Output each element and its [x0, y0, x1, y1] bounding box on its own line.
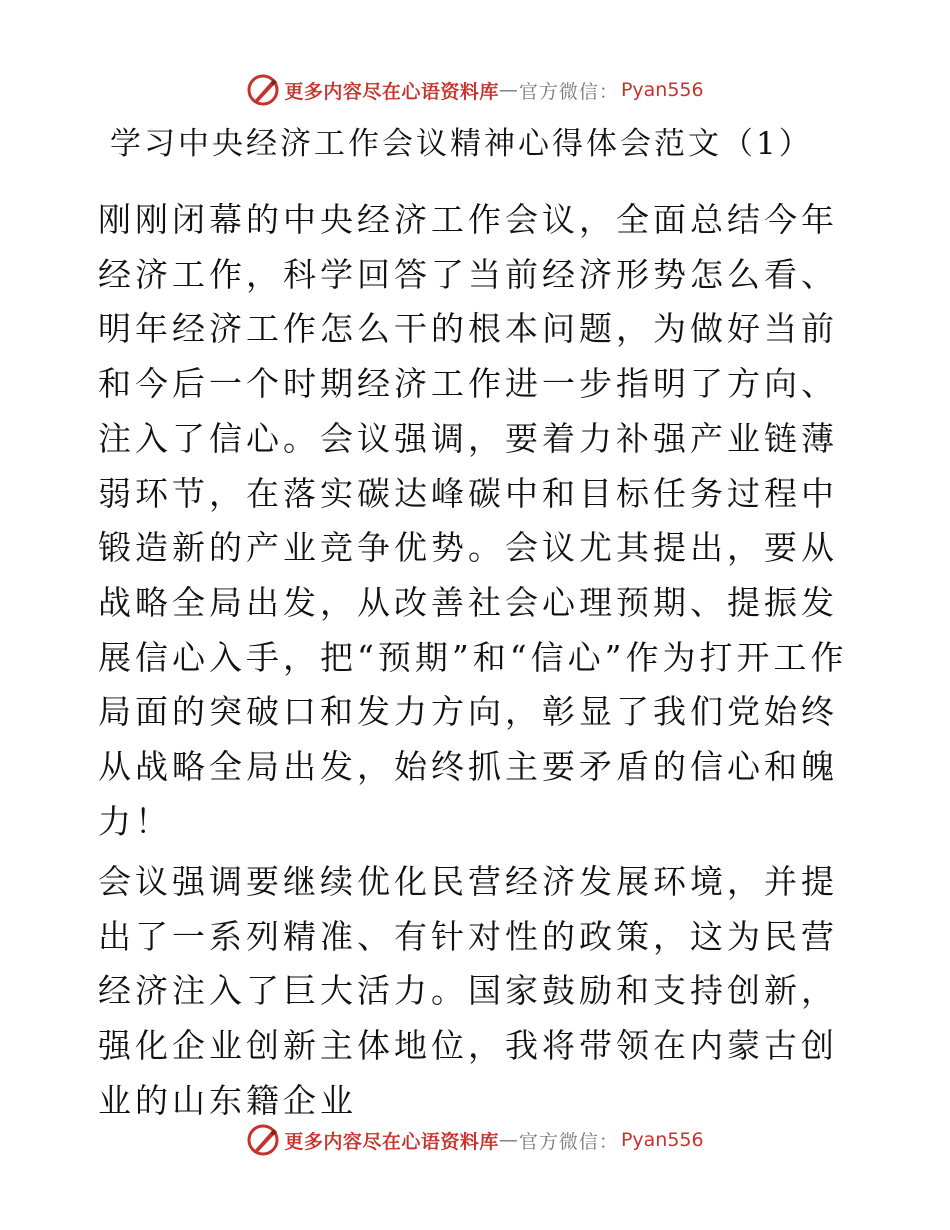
watermark-brand: 更多内容尽在心语资料库	[284, 80, 499, 103]
watermark-wechat-id: Pyan556	[620, 1129, 704, 1151]
watermark-brand: 更多内容尽在心语资料库	[284, 1130, 499, 1153]
document-title: 学习中央经济工作会议精神心得体会范文（1）	[110, 126, 813, 162]
footer-watermark	[0, 1120, 950, 1160]
watermark-separator: —	[498, 1129, 519, 1151]
pen-logo-icon	[246, 73, 280, 107]
paragraph-2: 会议强调要继续优化民营经济发展环境，并提出了一系列精准、有针对性的政策，这为民营经济注入了巨大活力。国家鼓励和支持创新，强化企业创新主体地位，我将带领在内蒙古创业的山东籍企业	[98, 862, 838, 1120]
watermark-wechat-id: Pyan556	[620, 79, 704, 101]
watermark-wechat-label: 官方微信：	[518, 80, 619, 103]
watermark-wechat-label: 官方微信：	[518, 1130, 619, 1153]
paragraph-1: 刚刚闭幕的中央经济工作会议，全面总结今年经济工作，科学回答了当前经济形势怎么看、明年经济工作怎么干的根本问题，为做好当前和今后一个时期经济工作进一步指明了方向、注入了信心。会议强调，要着力补强产业链薄弱环节，在落实碳达峰碳中和目标任务过程中锻造新的产业竞争优势。会议尤其提出，要从战略全局出发，从改善社会心理预期、提振发展信心入手，把“预期”和“信心”作为打开工作局面的突破口和发力方向，彰显了我们党始终从战略全局出发，始终抓主要矛盾的信心和魄力！	[98, 200, 848, 841]
header-watermark	[0, 70, 950, 110]
watermark-separator: —	[498, 79, 519, 101]
pen-logo-icon	[246, 1123, 280, 1157]
